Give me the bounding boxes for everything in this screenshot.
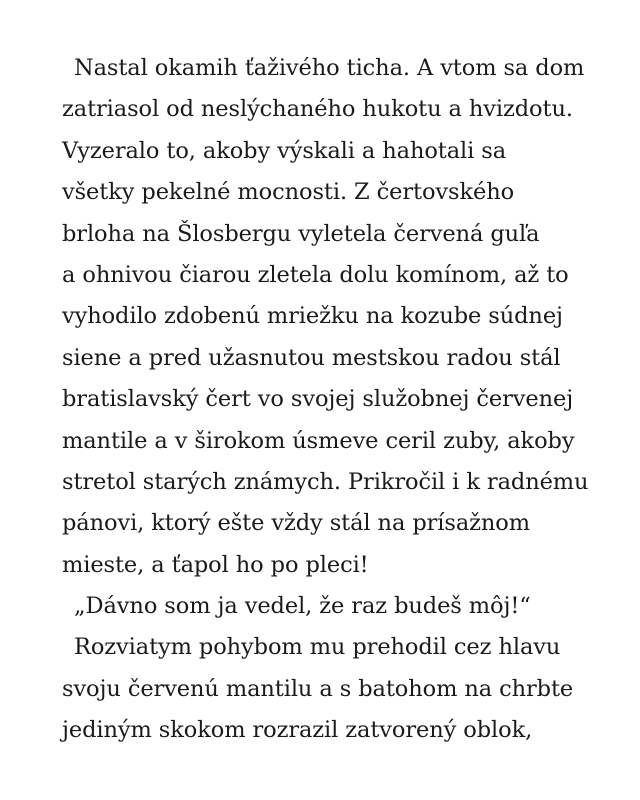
text-line-14: „Dávno som ja vedel, že raz budeš môj!“ <box>74 593 531 620</box>
text-line-17: jediným skokom rozrazil zatvorený oblok, <box>62 717 533 744</box>
text-line-15: Rozviatym pohybom mu prehodil cez hlavu <box>74 634 561 661</box>
text-line-1: Nastal okamih ťaživého ticha. A vtom sa dom <box>74 55 585 81</box>
body-text <box>62 48 622 752</box>
text-line-10: mantile a v širokom úsmeve ceril zuby, akoby <box>62 427 575 454</box>
text-line-4: všetky pekelné mocnosti. Z čertovského <box>62 179 515 206</box>
text-line-16: svoju červenú mantilu a s batohom na chrbte <box>62 675 574 702</box>
text-line-13: mieste, a ťapol ho po pleci! <box>62 551 369 578</box>
text-line-6: a ohnivou čiarou zletela dolu komínom, až to <box>62 261 569 288</box>
text-line-5: brloha na Šlosbergu vyletela červená guľa <box>62 220 540 247</box>
text-line-12: pánovi, ktorý ešte vždy stál na prísažnom <box>62 510 530 537</box>
text-line-3: Vyzeralo to, akoby výskali a hahotali sa <box>62 137 507 164</box>
text-line-7: vyhodilo zdobenú mriežku na kozube súdnej <box>62 303 563 330</box>
text-line-8: siene a pred užasnutou mestskou radou stál <box>62 344 561 371</box>
text-line-11: stretol starých známych. Prikročil i k radnému <box>62 468 589 495</box>
text-line-9: bratislavský čert vo svojej služobnej červenej <box>62 386 574 413</box>
text-line-2: zatriasol od neslýchaného hukotu a hvizdotu. <box>62 96 573 123</box>
